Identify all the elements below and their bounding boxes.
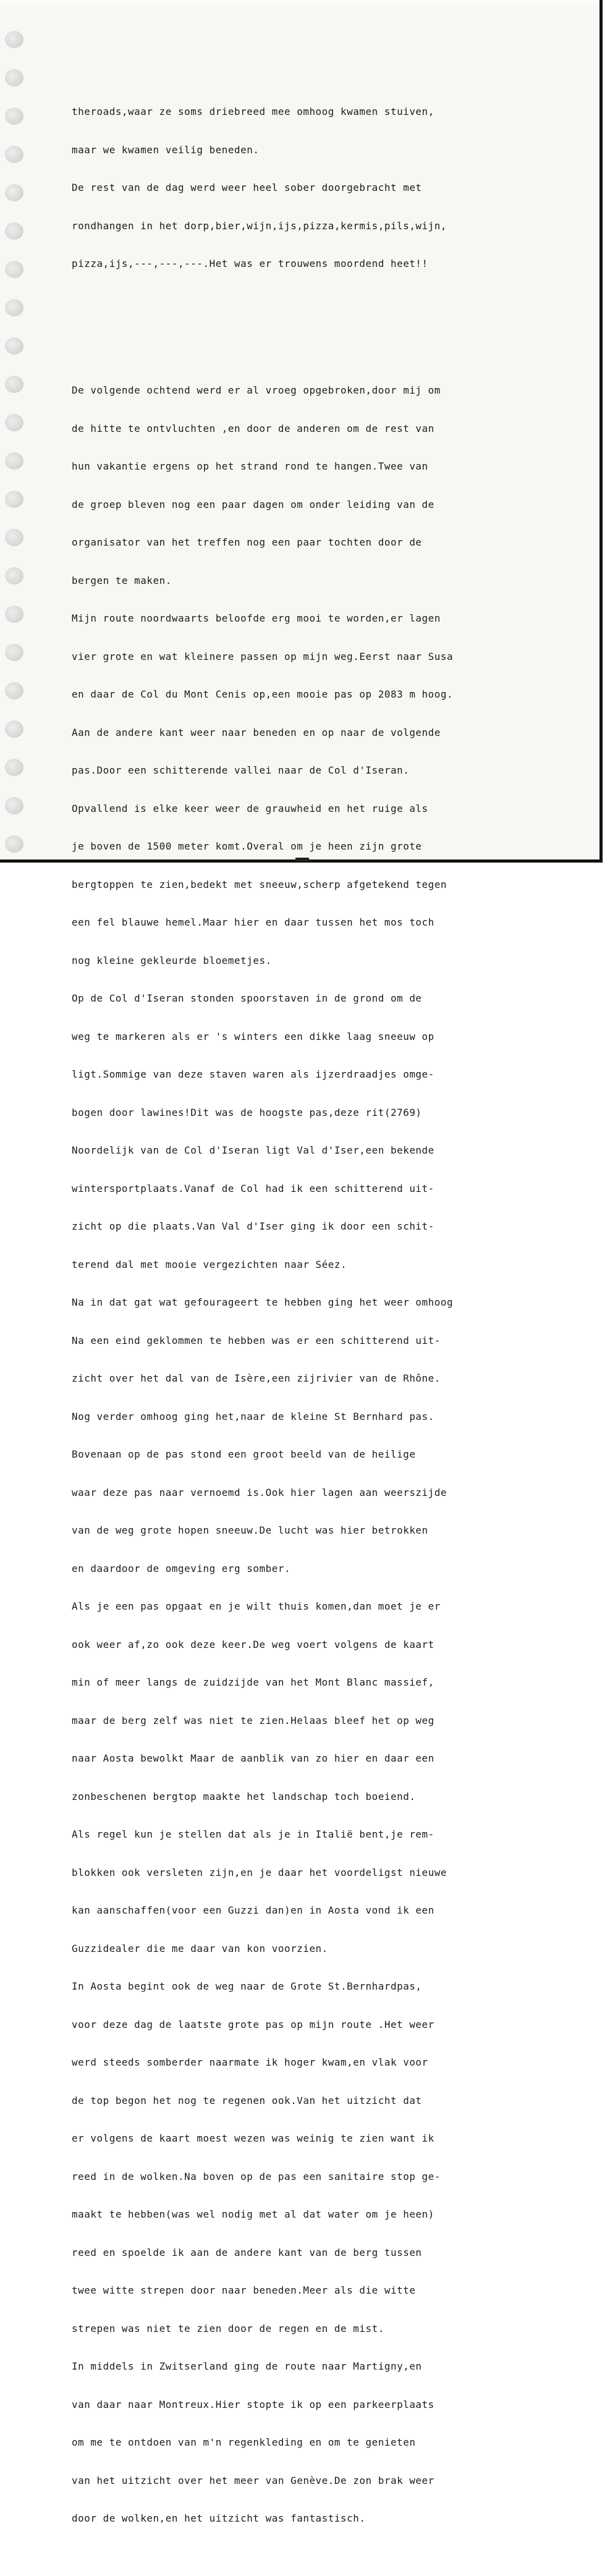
text-line: je boven de 1500 meter komt.Overal om je heen zijn grote [72, 840, 422, 852]
text-line: De rest van de dag werd weer heel sober doorgebracht met [72, 182, 422, 193]
text-line: ligt.Sommige van deze staven waren als ijzerdraadjes omge- [72, 1068, 434, 1080]
text-line: Nog verder omhoog ging het,naar de kleine St Bernhard pas. [72, 1410, 434, 1422]
text-line: Na een eind geklommen te hebben was er een schitterend uit- [72, 1334, 441, 1346]
page-top-edge [0, 0, 599, 6]
text-line: Na in dat gat wat gefourageert te hebben ging het weer omhoog [72, 1296, 454, 1308]
text-line: bergtoppen te zien,bedekt met sneeuw,scherp afgetekend tegen [72, 878, 447, 890]
text-line: twee witte strepen door naar beneden.Meer als die witte [72, 2284, 416, 2296]
text-line: hun vakantie ergens op het strand rond te hangen.Twee van [72, 460, 428, 472]
paragraph [72, 359, 554, 2551]
text-line: zonbeschenen bergtop maakte het landschap toch boeiend. [72, 1790, 416, 1802]
text-line: organisator van het treffen nog een paar tochten door de [72, 536, 422, 548]
text-line: Aan de andere kant weer naar beneden en op naar de volgende [72, 726, 441, 738]
text-line: theroads,waar ze soms driebreed mee omhoog kwamen stuiven, [72, 106, 434, 117]
binder-hole [5, 337, 23, 355]
binder-hole [5, 376, 23, 393]
text-line: naar Aosta bewolkt Maar de aanblik van zo hier en daar een [72, 1752, 434, 1764]
binder-hole [5, 414, 23, 431]
binder-hole [5, 682, 23, 699]
binder-hole [5, 606, 23, 623]
text-line: wintersportplaats.Vanaf de Col had ik een schitterend uit- [72, 1182, 434, 1194]
binder-hole [5, 797, 23, 814]
text-line: maar we kwamen veilig beneden. [72, 143, 260, 156]
binder-hole [5, 146, 23, 163]
text-line: terend dal met mooie vergezichten naar Séez. [72, 1258, 347, 1270]
text-line: maar de berg zelf was niet te zien.Helaas bleef het op weg [72, 1714, 434, 1726]
text-line: van het uitzicht over het meer van Genève.De zon brak weer [72, 2474, 434, 2486]
binder-hole [5, 299, 23, 316]
text-line: Noordelijk van de Col d'Iseran ligt Val d'Iser,een bekende [72, 1144, 434, 1156]
text-line: De volgende ochtend werd er al vroeg opgebroken,door mij om [72, 384, 441, 396]
text-line: blokken ook versleten zijn,en je daar het voordeligst nieuwe [72, 1866, 447, 1878]
text-line: van daar naar Montreux.Hier stopte ik op een parkeerplaats [72, 2398, 434, 2410]
text-line: min of meer langs de zuidzijde van het Mont Blanc massief, [72, 1676, 434, 1688]
binder-hole [5, 720, 23, 738]
binder-hole [5, 759, 23, 776]
text-line: strepen was niet te zien door de regen en de mist. [72, 2322, 384, 2334]
text-line: ook weer af,zo ook deze keer.De weg voert volgens de kaart [72, 1638, 434, 1650]
text-line: zicht op die plaats.Van Val d'Iser ging ik door een schit- [72, 1220, 434, 1232]
binder-hole [5, 644, 23, 661]
text-line: en daar de Col du Mont Cenis op,een mooie pas op 2083 m hoog. [72, 688, 454, 700]
text-line: Bovenaan op de pas stond een groot beeld van de heilige [72, 1448, 416, 1460]
text-line: de top begon het nog te regenen ook.Van het uitzicht dat [72, 2094, 422, 2106]
text-line: maakt te hebben(was wel nodig met al dat water om je heen) [72, 2208, 434, 2220]
text-line: bogen door lawines!Dit was de hoogste pas,deze rit(2769) [72, 1106, 422, 1118]
text-line: Als je een pas opgaat en je wilt thuis komen,dan moet je er [72, 1600, 441, 1612]
text-line: Op de Col d'Iseran stonden spoorstaven in de grond om de [72, 992, 422, 1004]
text-line: nog kleine gekleurde bloemetjes. [72, 954, 272, 966]
binder-hole [5, 261, 23, 278]
text-line: Mijn route noordwaarts beloofde erg mooi te worden,er lagen [72, 612, 441, 624]
text-line: kan aanschaffen(voor een Guzzi dan)en in Aosta vond ik een [72, 1904, 434, 1916]
text-line: waar deze pas naar vernoemd is.Ook hier lagen aan weerszijde [72, 1486, 447, 1498]
binder-hole [5, 31, 23, 48]
text-line: de groep bleven nog een paar dagen om onder leiding van de [72, 498, 434, 510]
text-line: rondhangen in het dorp,bier,wijn,ijs,pizza,kermis,pils,wijn, [72, 219, 447, 232]
text-line: Als regel kun je stellen dat als je in Italië bent,je rem- [72, 1828, 434, 1840]
binder-holes [5, 31, 30, 866]
text-line: reed in de wolken.Na boven op de pas een sanitaire stop ge- [72, 2170, 441, 2182]
text-line: door de wolken,en het uitzicht was fantastisch. [72, 2512, 366, 2524]
text-line: pas.Door een schitterende vallei naar de Col d'Iseran. [72, 764, 410, 776]
text-line: pizza,ijs,---,---,---.Het was er trouwens moordend heet!! [72, 258, 428, 269]
text-line: er volgens de kaart moest wezen was weinig te zien want ik [72, 2132, 434, 2144]
binder-hole [5, 567, 23, 585]
binder-hole [5, 222, 23, 240]
text-line: een fel blauwe hemel.Maar hier en daar tussen het mos toch [72, 916, 434, 928]
binder-hole [5, 184, 23, 201]
text-line: de hitte te ontvluchten ,en door de anderen om de rest van [72, 422, 434, 434]
text-line: bergen te maken. [72, 574, 172, 586]
binder-hole [5, 69, 23, 87]
binder-hole [5, 835, 23, 853]
paragraph-gap [72, 321, 554, 334]
text-line: Guzzidealer die me daar van kon voorzien. [72, 1942, 328, 1954]
text-line: om me te ontdoen van m'n regenkleding en om te genieten [72, 2436, 416, 2448]
text-line: werd steeds somberder naarmate ik hoger kwam,en vlak voor [72, 2056, 428, 2068]
binder-hole [5, 452, 23, 470]
typed-text-body [72, 55, 554, 2576]
text-line: In middels in Zwitserland ging de route naar Martigny,en [72, 2360, 422, 2372]
text-line: en daardoor de omgeving erg somber. [72, 1562, 291, 1574]
paragraph [72, 80, 554, 296]
text-line: voor deze dag de laatste grote pas op mijn route .Het weer [72, 2018, 434, 2030]
text-line: van de weg grote hopen sneeuw.De lucht was hier betrokken [72, 1524, 428, 1536]
page-number-mark [295, 858, 309, 861]
text-line: weg te markeren als er 's winters een dikke laag sneeuw op [72, 1030, 434, 1042]
binder-hole [5, 491, 23, 508]
text-line: In Aosta begint ook de weg naar de Grote St.Bernhardpas, [72, 1980, 422, 1992]
text-line: vier grote en wat kleinere passen op mijn weg.Eerst naar Susa [72, 650, 454, 662]
binder-hole [5, 529, 23, 546]
text-line: Opvallend is elke keer weer de grauwheid en het ruige als [72, 802, 428, 814]
binder-hole [5, 108, 23, 125]
text-line: zicht over het dal van de Isère,een zijrivier van de Rhône. [72, 1372, 441, 1384]
text-line: reed en spoelde ik aan de andere kant van de berg tussen [72, 2246, 422, 2258]
